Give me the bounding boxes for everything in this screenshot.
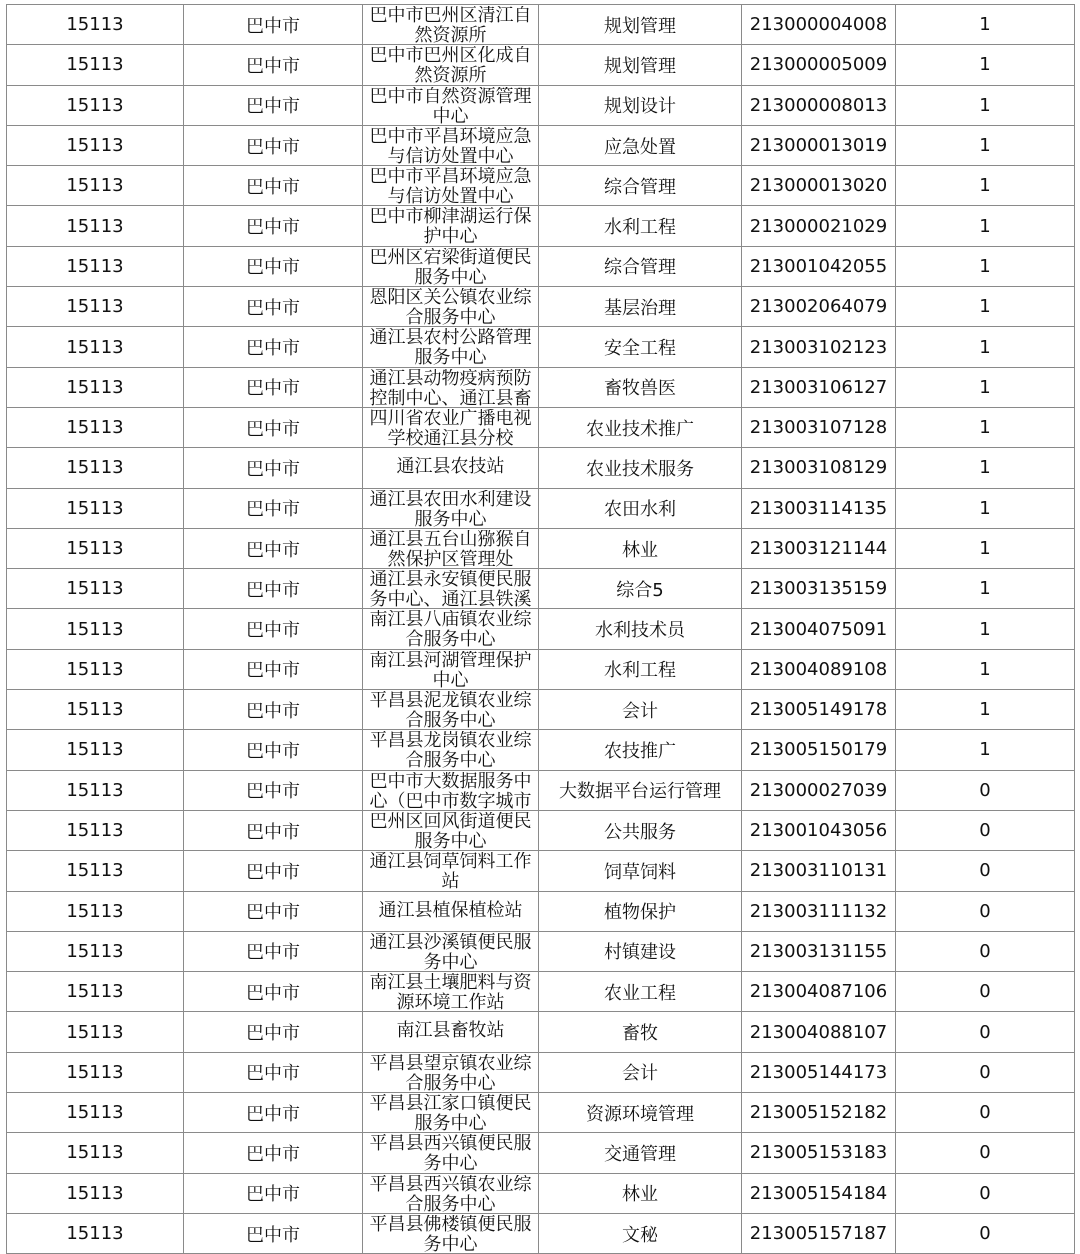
position-code-cell: 213003131155 [742,931,896,971]
count-cell: 0 [896,1133,1075,1173]
position-code-cell: 213005153183 [742,1133,896,1173]
unit-name: 巴州区回风街道便民服务中心 [369,811,532,850]
position-code-cell: 213001043056 [742,810,896,850]
unit-cell [363,690,539,730]
count-cell: 0 [896,770,1075,810]
count-cell: 1 [896,45,1075,85]
unit-cell [363,770,539,810]
table-row [7,327,1075,367]
code-cell: 15113 [7,367,184,407]
table-row [7,85,1075,125]
unit-cell [363,1133,539,1173]
unit-name: 通江县动物疫病预防控制中心、通江县畜 [369,368,532,407]
city-cell: 巴中市 [184,690,363,730]
table-row [7,448,1075,488]
position-code-cell: 213000021029 [742,206,896,246]
position-code-cell: 213005149178 [742,690,896,730]
positions-table [6,4,1075,1254]
city-cell: 巴中市 [184,246,363,286]
code-cell: 15113 [7,166,184,206]
unit-name: 巴中市巴州区化成自然资源所 [369,46,532,85]
unit-cell [363,287,539,327]
table-row [7,810,1075,850]
position-code-cell: 213004089108 [742,649,896,689]
position-code-cell: 213003121144 [742,528,896,568]
city-cell: 巴中市 [184,1052,363,1092]
unit-cell [363,730,539,770]
unit-name: 巴中市巴州区清江自然资源所 [369,6,532,44]
unit-name: 通江县五台山猕猴自然保护区管理处 [369,529,532,568]
code-cell: 15113 [7,1133,184,1173]
unit-name: 巴中市平昌环境应急与信访处置中心 [369,126,532,165]
position-cell: 综合5 [539,569,742,609]
position-cell: 会计 [539,1052,742,1092]
city-cell: 巴中市 [184,609,363,649]
city-cell: 巴中市 [184,972,363,1012]
unit-name: 通江县沙溪镇便民服务中心 [369,932,532,971]
city-cell: 巴中市 [184,810,363,850]
table-row [7,1012,1075,1052]
position-cell: 规划管理 [539,5,742,45]
count-cell: 0 [896,1213,1075,1253]
unit-name: 巴中市平昌环境应急与信访处置中心 [369,167,532,206]
position-code-cell: 213000013019 [742,125,896,165]
city-cell: 巴中市 [184,448,363,488]
position-cell: 安全工程 [539,327,742,367]
count-cell: 0 [896,1093,1075,1133]
position-cell: 农技推广 [539,730,742,770]
unit-name: 平昌县龙岗镇农业综合服务中心 [369,731,532,770]
position-cell: 大数据平台运行管理 [539,770,742,810]
code-cell: 15113 [7,528,184,568]
city-cell: 巴中市 [184,125,363,165]
position-cell: 水利工程 [539,649,742,689]
unit-cell [363,5,539,45]
position-cell: 交通管理 [539,1133,742,1173]
code-cell: 15113 [7,45,184,85]
count-cell: 0 [896,931,1075,971]
city-cell: 巴中市 [184,488,363,528]
city-cell: 巴中市 [184,1173,363,1213]
table-row [7,246,1075,286]
position-code-cell: 213005157187 [742,1213,896,1253]
code-cell: 15113 [7,407,184,447]
code-cell: 15113 [7,609,184,649]
unit-cell [363,1052,539,1092]
unit-name: 南江县畜牧站 [396,1020,505,1042]
city-cell: 巴中市 [184,85,363,125]
unit-cell [363,891,539,931]
position-code-cell: 213003108129 [742,448,896,488]
table-row [7,851,1075,891]
code-cell: 15113 [7,287,184,327]
unit-cell [363,206,539,246]
count-cell: 1 [896,609,1075,649]
unit-cell [363,45,539,85]
unit-cell [363,810,539,850]
unit-cell [363,851,539,891]
count-cell: 1 [896,730,1075,770]
unit-cell [363,1173,539,1213]
code-cell: 15113 [7,1012,184,1052]
unit-name: 通江县农田水利建设服务中心 [369,489,532,528]
code-cell: 15113 [7,649,184,689]
table-row [7,931,1075,971]
table-row [7,206,1075,246]
position-cell: 会计 [539,690,742,730]
count-cell: 1 [896,367,1075,407]
unit-cell [363,166,539,206]
position-cell: 林业 [539,528,742,568]
position-cell: 农业工程 [539,972,742,1012]
table-row [7,891,1075,931]
count-cell: 0 [896,1012,1075,1052]
table-row [7,649,1075,689]
position-code-cell: 213003114135 [742,488,896,528]
count-cell: 1 [896,649,1075,689]
count-cell: 1 [896,448,1075,488]
table-row [7,1052,1075,1092]
table-row [7,166,1075,206]
city-cell: 巴中市 [184,528,363,568]
unit-name: 通江县农村公路管理服务中心 [369,328,532,367]
table-row [7,1093,1075,1133]
code-cell: 15113 [7,730,184,770]
city-cell: 巴中市 [184,45,363,85]
position-cell: 文秘 [539,1213,742,1253]
unit-name: 南江县河湖管理保护中心 [369,650,532,689]
code-cell: 15113 [7,206,184,246]
table-row [7,5,1075,45]
unit-cell [363,327,539,367]
position-code-cell: 213000027039 [742,770,896,810]
position-cell: 农田水利 [539,488,742,528]
unit-name: 通江县永安镇便民服务中心、通江县铁溪 [369,570,532,609]
position-cell: 应急处置 [539,125,742,165]
code-cell: 15113 [7,125,184,165]
count-cell: 1 [896,569,1075,609]
code-cell: 15113 [7,1213,184,1253]
position-cell: 综合管理 [539,246,742,286]
position-code-cell: 213003110131 [742,851,896,891]
table-row [7,972,1075,1012]
position-code-cell: 213003135159 [742,569,896,609]
position-cell: 水利技术员 [539,609,742,649]
table-row [7,609,1075,649]
code-cell: 15113 [7,327,184,367]
table-row [7,45,1075,85]
count-cell: 1 [896,528,1075,568]
code-cell: 15113 [7,1173,184,1213]
position-code-cell: 213003102123 [742,327,896,367]
code-cell: 15113 [7,972,184,1012]
position-cell: 规划设计 [539,85,742,125]
unit-cell [363,246,539,286]
city-cell: 巴中市 [184,1133,363,1173]
position-code-cell: 213004088107 [742,1012,896,1052]
code-cell: 15113 [7,5,184,45]
position-code-cell: 213003106127 [742,367,896,407]
city-cell: 巴中市 [184,5,363,45]
city-cell: 巴中市 [184,931,363,971]
unit-cell [363,1093,539,1133]
unit-name: 巴州区宕梁街道便民服务中心 [369,247,532,286]
position-code-cell: 213000004008 [742,5,896,45]
unit-name: 平昌县江家口镇便民服务中心 [369,1094,532,1133]
count-cell: 0 [896,1052,1075,1092]
table-row [7,1213,1075,1253]
unit-cell [363,367,539,407]
unit-name: 南江县土壤肥料与资源环境工作站 [369,973,532,1012]
count-cell: 1 [896,327,1075,367]
position-cell: 饲草饲料 [539,851,742,891]
table-row [7,528,1075,568]
unit-name: 巴中市柳津湖运行保护中心 [369,207,532,246]
code-cell: 15113 [7,851,184,891]
code-cell: 15113 [7,85,184,125]
count-cell: 0 [896,810,1075,850]
count-cell: 1 [896,287,1075,327]
unit-name: 南江县八庙镇农业综合服务中心 [369,610,532,649]
table-row [7,488,1075,528]
position-code-cell: 213000008013 [742,85,896,125]
city-cell: 巴中市 [184,1012,363,1052]
unit-cell [363,488,539,528]
position-cell: 基层治理 [539,287,742,327]
unit-cell [363,407,539,447]
count-cell: 0 [896,972,1075,1012]
position-cell: 畜牧兽医 [539,367,742,407]
city-cell: 巴中市 [184,649,363,689]
position-cell: 畜牧 [539,1012,742,1052]
position-code-cell: 213005154184 [742,1173,896,1213]
unit-cell [363,85,539,125]
count-cell: 1 [896,5,1075,45]
city-cell: 巴中市 [184,851,363,891]
table-row [7,1173,1075,1213]
table-row [7,367,1075,407]
unit-name: 巴中市大数据服务中心（巴中市数字城市 [369,771,532,810]
position-code-cell: 213005150179 [742,730,896,770]
code-cell: 15113 [7,1093,184,1133]
position-cell: 农业技术服务 [539,448,742,488]
unit-name: 平昌县西兴镇农业综合服务中心 [369,1174,532,1213]
position-cell: 规划管理 [539,45,742,85]
position-cell: 植物保护 [539,891,742,931]
count-cell: 1 [896,407,1075,447]
unit-cell [363,649,539,689]
count-cell: 1 [896,125,1075,165]
city-cell: 巴中市 [184,1093,363,1133]
position-cell: 水利工程 [539,206,742,246]
code-cell: 15113 [7,569,184,609]
city-cell: 巴中市 [184,166,363,206]
city-cell: 巴中市 [184,1213,363,1253]
unit-cell [363,528,539,568]
code-cell: 15113 [7,488,184,528]
city-cell: 巴中市 [184,569,363,609]
code-cell: 15113 [7,931,184,971]
city-cell: 巴中市 [184,730,363,770]
position-cell: 资源环境管理 [539,1093,742,1133]
position-code-cell: 213004087106 [742,972,896,1012]
table-row [7,770,1075,810]
count-cell: 0 [896,891,1075,931]
city-cell: 巴中市 [184,206,363,246]
unit-name: 四川省农业广播电视学校通江县分校 [369,408,532,447]
unit-cell [363,609,539,649]
city-cell: 巴中市 [184,287,363,327]
count-cell: 1 [896,246,1075,286]
position-cell: 村镇建设 [539,931,742,971]
table-row [7,407,1075,447]
code-cell: 15113 [7,246,184,286]
city-cell: 巴中市 [184,327,363,367]
position-cell: 农业技术推广 [539,407,742,447]
unit-name: 平昌县西兴镇便民服务中心 [369,1134,532,1173]
count-cell: 1 [896,166,1075,206]
position-code-cell: 213000005009 [742,45,896,85]
count-cell: 0 [896,851,1075,891]
city-cell: 巴中市 [184,407,363,447]
table-body [7,5,1075,1254]
unit-cell [363,931,539,971]
table-row [7,1133,1075,1173]
position-code-cell: 213000013020 [742,166,896,206]
position-code-cell: 213005144173 [742,1052,896,1092]
count-cell: 1 [896,206,1075,246]
position-cell: 综合管理 [539,166,742,206]
unit-cell [363,448,539,488]
position-code-cell: 213003111132 [742,891,896,931]
code-cell: 15113 [7,1052,184,1092]
unit-name: 巴中市自然资源管理中心 [369,86,532,125]
unit-name: 通江县植保植检站 [378,899,523,921]
unit-name: 通江县饲草饲料工作站 [369,852,532,891]
code-cell: 15113 [7,690,184,730]
count-cell: 1 [896,690,1075,730]
position-cell: 公共服务 [539,810,742,850]
unit-name: 平昌县望京镇农业综合服务中心 [369,1053,532,1092]
position-code-cell: 213003107128 [742,407,896,447]
position-code-cell: 213002064079 [742,287,896,327]
position-code-cell: 213005152182 [742,1093,896,1133]
count-cell: 0 [896,1173,1075,1213]
code-cell: 15113 [7,891,184,931]
count-cell: 1 [896,488,1075,528]
city-cell: 巴中市 [184,891,363,931]
unit-name: 平昌县泥龙镇农业综合服务中心 [369,691,532,730]
table-row [7,125,1075,165]
unit-cell [363,125,539,165]
code-cell: 15113 [7,448,184,488]
table-row [7,569,1075,609]
table-row [7,730,1075,770]
position-cell: 林业 [539,1173,742,1213]
position-code-cell: 213004075091 [742,609,896,649]
unit-name: 通江县农技站 [396,456,505,478]
table-row [7,287,1075,327]
table-row [7,690,1075,730]
city-cell: 巴中市 [184,367,363,407]
count-cell: 1 [896,85,1075,125]
unit-cell [363,569,539,609]
position-code-cell: 213001042055 [742,246,896,286]
code-cell: 15113 [7,770,184,810]
unit-name: 恩阳区关公镇农业综合服务中心 [369,288,532,327]
unit-cell [363,1213,539,1253]
unit-name: 平昌县佛楼镇便民服务中心 [369,1214,532,1253]
city-cell: 巴中市 [184,770,363,810]
code-cell: 15113 [7,810,184,850]
unit-cell [363,1012,539,1052]
unit-cell [363,972,539,1012]
